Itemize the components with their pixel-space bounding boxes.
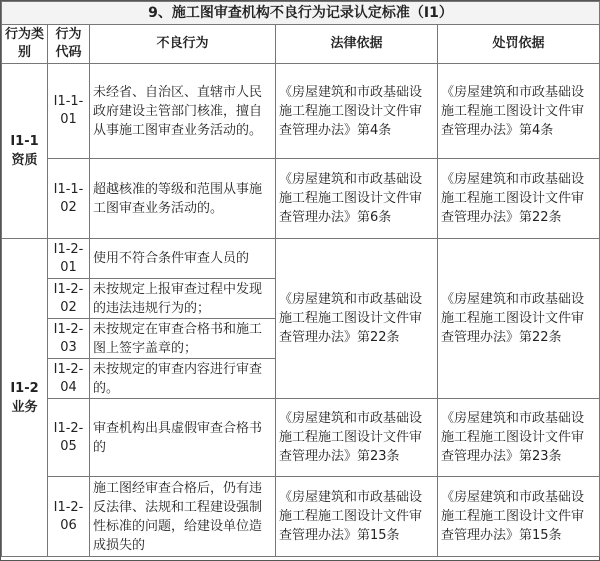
behavior-text: 审查机构出具虚假审查合格书的 xyxy=(90,399,276,477)
header-penalty-basis: 处罚依据 xyxy=(438,25,600,64)
category-cell-business xyxy=(2,239,48,557)
behavior-code: I1-2-01 xyxy=(48,239,90,279)
header-row xyxy=(2,25,600,64)
legal-basis: 《房屋建筑和市政基础设施工程施工图设计文件审查管理办法》第6条 xyxy=(276,159,438,239)
header-category: 行为类别 xyxy=(2,25,48,64)
penalty-basis: 《房屋建筑和市政基础设施工程施工图设计文件审查管理办法》第15条 xyxy=(438,477,600,557)
penalty-basis: 《房屋建筑和市政基础设施工程施工图设计文件审查管理办法》第22条 xyxy=(438,159,600,239)
category-name: 业务 xyxy=(11,399,38,415)
header-behavior: 不良行为 xyxy=(90,25,276,64)
table-row xyxy=(2,399,600,477)
title-row xyxy=(2,2,600,25)
behavior-code: I1-1-01 xyxy=(48,64,90,159)
behavior-code: I1-2-04 xyxy=(48,359,90,399)
behavior-code: I1-2-06 xyxy=(48,477,90,557)
behavior-text: 未按规定的审查内容进行审查的。 xyxy=(90,359,276,399)
table-row xyxy=(2,239,600,279)
standards-table xyxy=(1,1,600,557)
table-row xyxy=(2,477,600,557)
behavior-text: 超越核准的等级和范围从事施工图审查业务活动的。 xyxy=(90,159,276,239)
header-legal-basis: 法律依据 xyxy=(276,25,438,64)
behavior-code: I1-1-02 xyxy=(48,159,90,239)
penalty-basis: 《房屋建筑和市政基础设施工程施工图设计文件审查管理办法》第23条 xyxy=(438,399,600,477)
behavior-text: 施工图经审查合格后，仍有违反法律、法规和工程建设强制性标准的问题，给建设单位造成损失的 xyxy=(90,477,276,557)
behavior-code: I1-2-02 xyxy=(48,279,90,319)
behavior-text: 未按规定上报审查过程中发现的违法违规行为的； xyxy=(90,279,276,319)
legal-basis: 《房屋建筑和市政基础设施工程施工图设计文件审查管理办法》第4条 xyxy=(276,64,438,159)
behavior-code: I1-2-05 xyxy=(48,399,90,477)
category-code: I1-1 xyxy=(10,134,39,149)
behavior-text: 使用不符合条件审查人员的 xyxy=(90,239,276,279)
table-row xyxy=(2,64,600,159)
category-code: I1-2 xyxy=(10,380,39,396)
category-cell-qualification xyxy=(2,64,48,239)
table-title: 9、施工图审查机构不良行为记录认定标准（I1） xyxy=(2,2,600,25)
legal-basis: 《房屋建筑和市政基础设施工程施工图设计文件审查管理办法》第23条 xyxy=(276,399,438,477)
category-name: 资质 xyxy=(11,153,38,168)
behavior-text: 未经省、自治区、直辖市人民政府建设主管部门核准，擅自从事施工图审查业务活动的。 xyxy=(90,64,276,159)
penalty-basis-group: 《房屋建筑和市政基础设施工程施工图设计文件审查管理办法》第22条 xyxy=(438,239,600,399)
legal-basis-group: 《房屋建筑和市政基础设施工程施工图设计文件审查管理办法》第22条 xyxy=(276,239,438,399)
legal-basis: 《房屋建筑和市政基础设施工程施工图设计文件审查管理办法》第15条 xyxy=(276,477,438,557)
header-code: 行为代码 xyxy=(48,25,90,64)
penalty-basis: 《房屋建筑和市政基础设施工程施工图设计文件审查管理办法》第4条 xyxy=(438,64,600,159)
behavior-text: 未按规定在审查合格书和施工图上签字盖章的； xyxy=(90,319,276,359)
table-row xyxy=(2,159,600,239)
behavior-code: I1-2-03 xyxy=(48,319,90,359)
